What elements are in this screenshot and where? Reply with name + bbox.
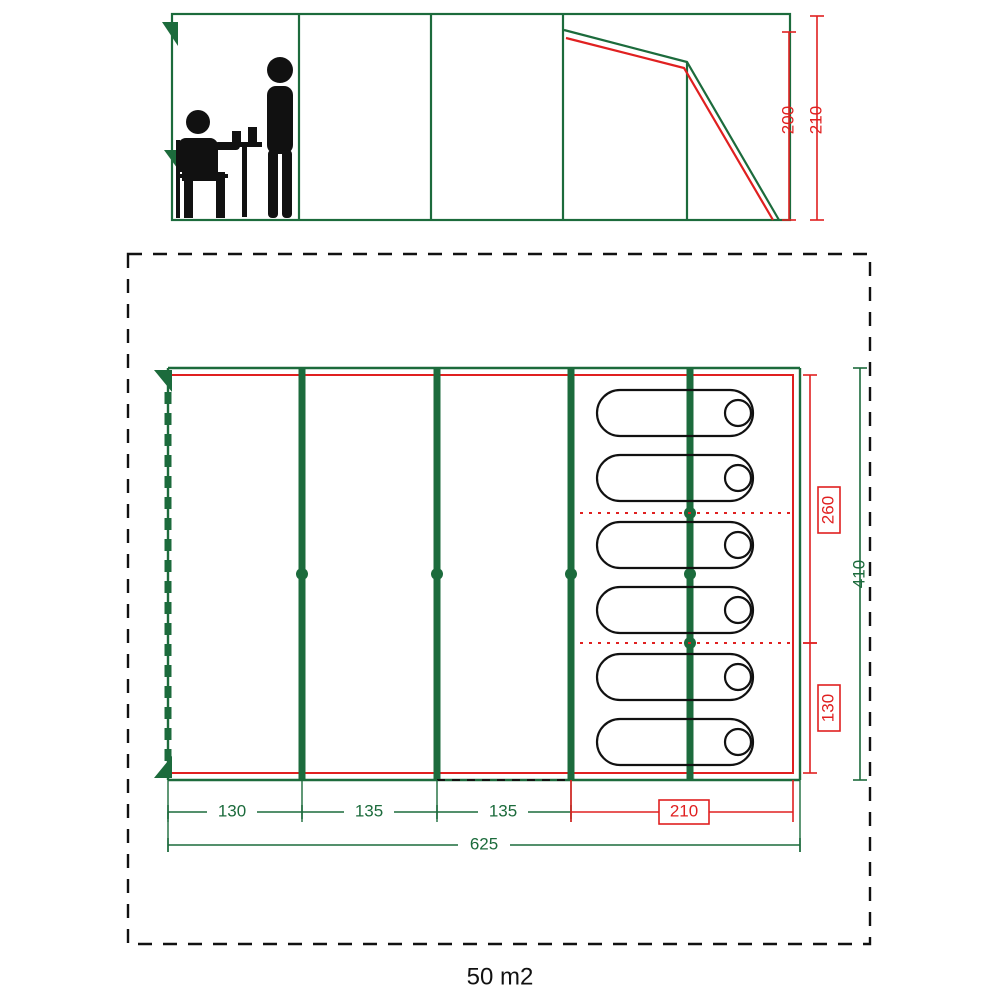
plan-inner-outline bbox=[172, 375, 793, 773]
plan-dimension-130-depth bbox=[803, 643, 840, 773]
sleeping-bag bbox=[597, 455, 753, 501]
elevation-dimension-200-label: 200 bbox=[778, 105, 798, 135]
table-with-cups bbox=[228, 127, 262, 217]
sleeping-bags bbox=[597, 390, 753, 765]
plan-dimension-210 bbox=[571, 780, 793, 824]
plan-dimension-410-label: 410 bbox=[849, 559, 869, 589]
elevation-dimension-210-label: 210 bbox=[806, 105, 826, 135]
sleeping-bag bbox=[597, 522, 753, 568]
plan-pole-1 bbox=[296, 368, 308, 780]
elevation-roof-red bbox=[566, 38, 773, 220]
plan-pole-3 bbox=[565, 368, 577, 780]
floor-plan bbox=[154, 368, 868, 856]
elevation-outline bbox=[172, 14, 790, 220]
elevation-dimension-210 bbox=[806, 16, 825, 220]
plan-dimension-210-label: 210 bbox=[669, 801, 699, 821]
standing-person-figure bbox=[267, 57, 293, 218]
plan-dimension-260-label: 260 bbox=[818, 495, 838, 525]
plan-dimension-260 bbox=[803, 375, 840, 643]
plan-dimension-410 bbox=[849, 368, 868, 780]
plan-dimension-130-width-label: 130 bbox=[217, 801, 247, 821]
seated-person-figure bbox=[178, 110, 240, 218]
plan-dimension-130-depth-label: 130 bbox=[818, 693, 838, 723]
sleeping-bag bbox=[597, 719, 753, 765]
plan-dimension-total-625-label: 625 bbox=[469, 834, 499, 854]
sleeping-bag bbox=[597, 654, 753, 700]
elevation-dimension-200 bbox=[778, 32, 797, 220]
side-elevation bbox=[162, 14, 825, 220]
plan-pole-2 bbox=[431, 368, 443, 780]
plan-corner-marker-top-left bbox=[154, 370, 172, 392]
plan-dimension-135-b-label: 135 bbox=[488, 801, 518, 821]
plan-dimension-130-width bbox=[168, 801, 302, 823]
area-label: 50 m2 bbox=[466, 963, 534, 991]
plan-dimension-135-a bbox=[302, 801, 437, 823]
sleeping-bag bbox=[597, 390, 753, 436]
plan-dimension-135-b bbox=[437, 801, 571, 823]
elevation-corner-marker-top bbox=[162, 22, 178, 46]
elevation-roof-green bbox=[564, 30, 779, 220]
sleeping-bag bbox=[597, 587, 753, 633]
plan-dimension-135-a-label: 135 bbox=[354, 801, 384, 821]
